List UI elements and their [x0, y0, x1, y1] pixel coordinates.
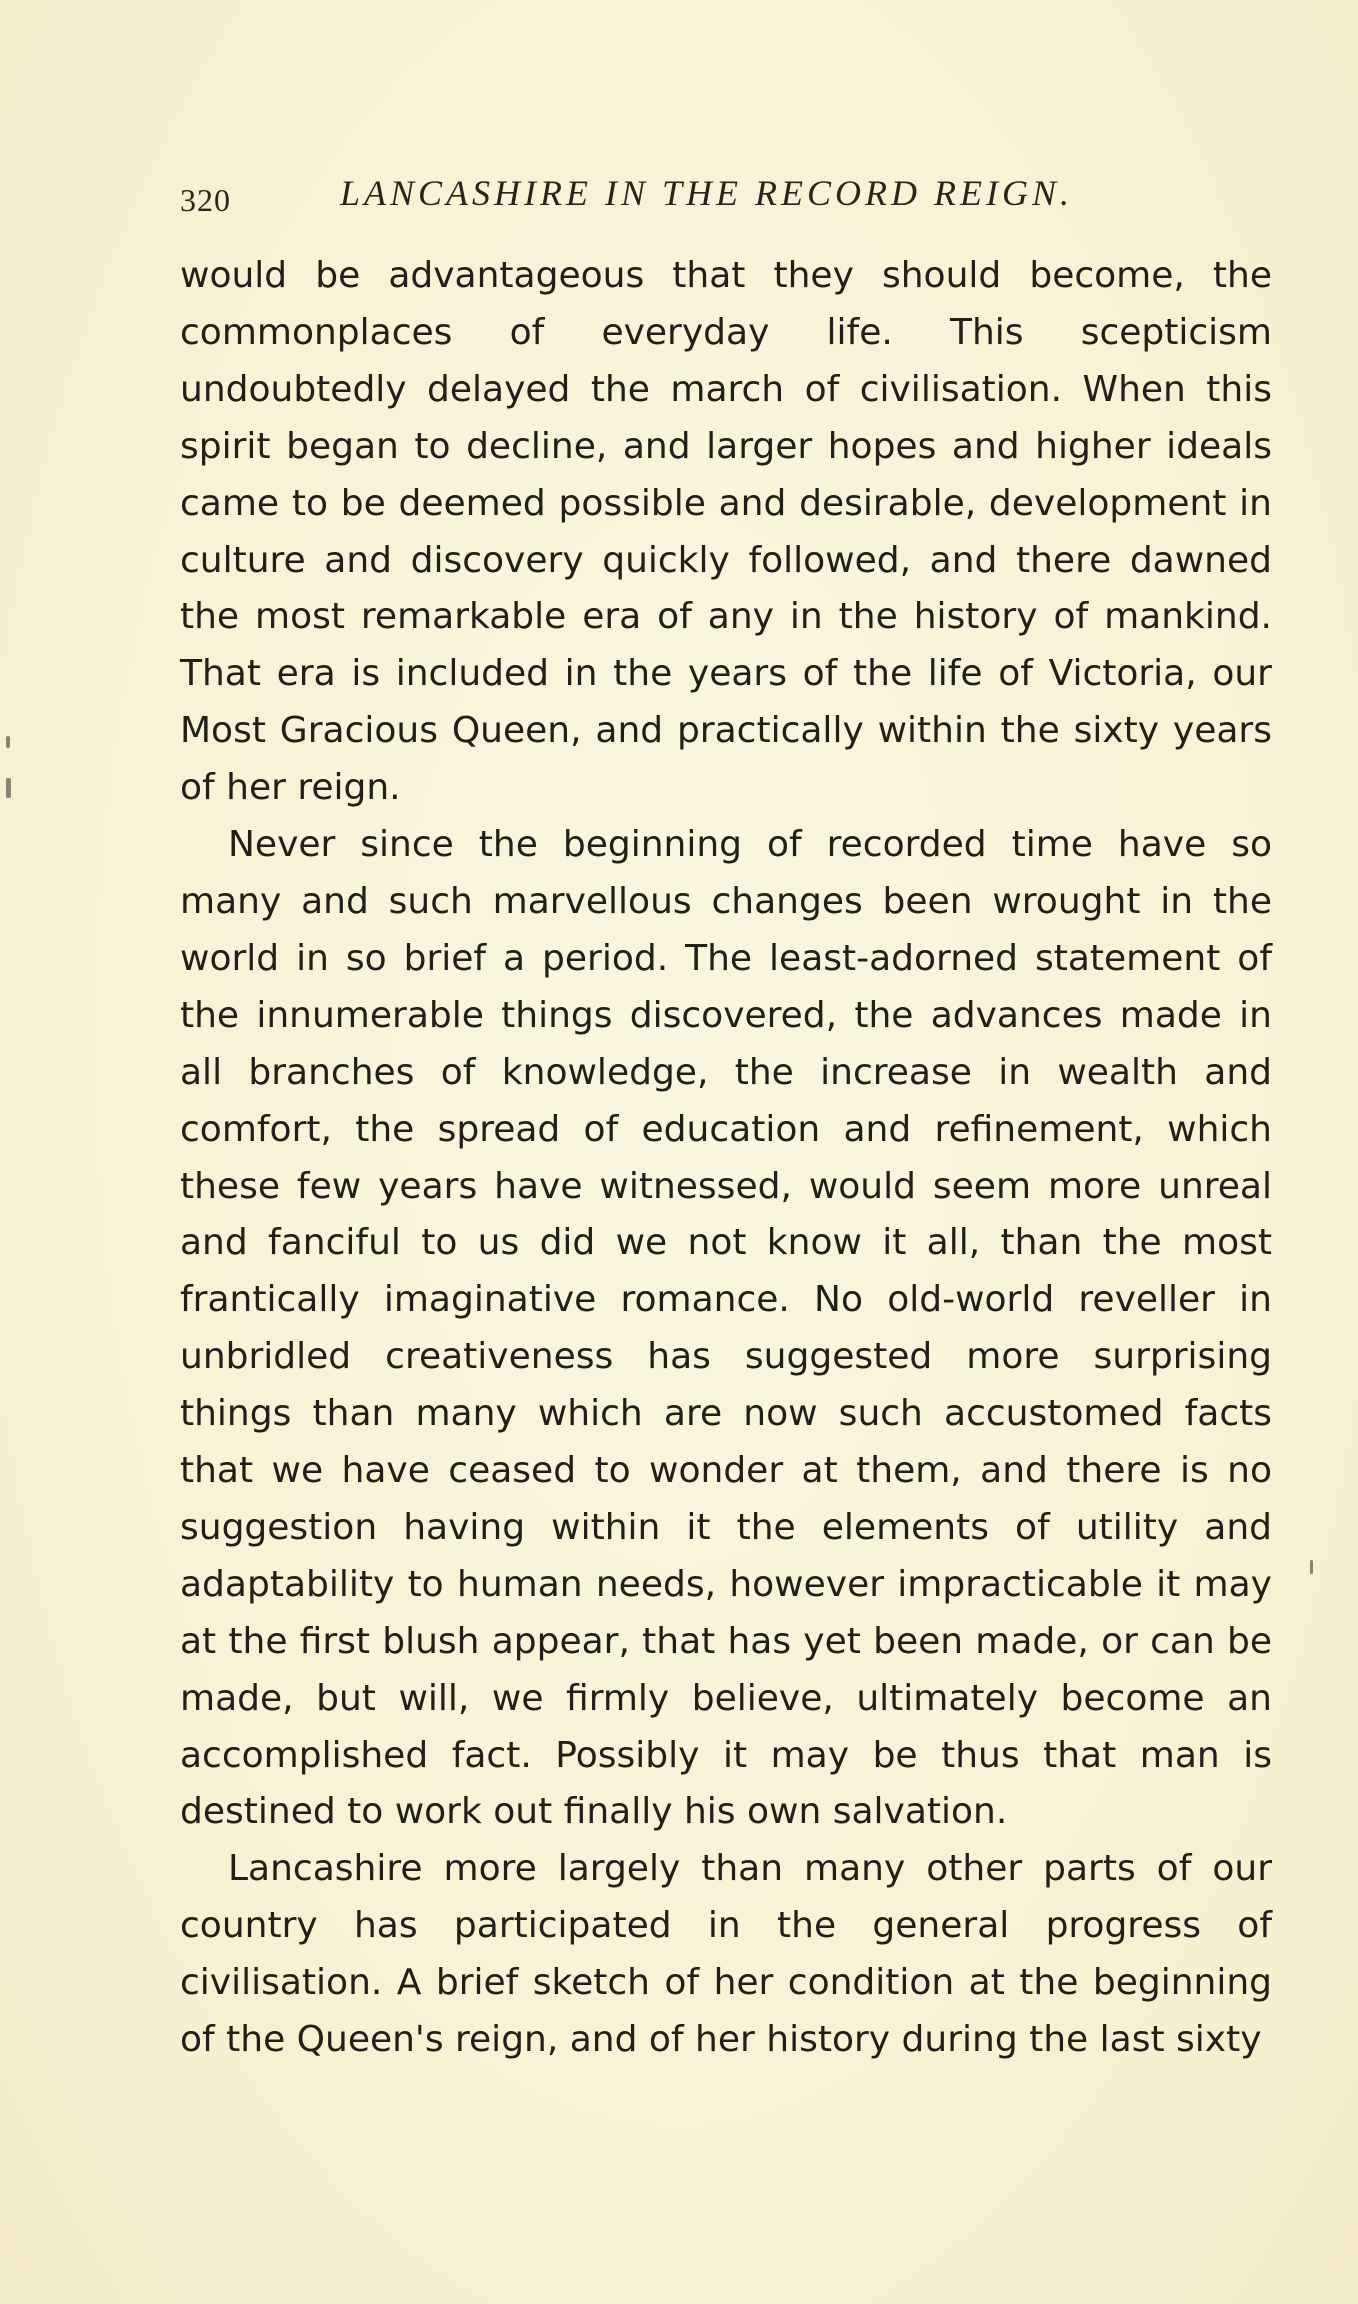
- paragraph: Never since the beginning of recorded time have so many and such marvellous changes been wrought in the world in so brief a period. The least-adorned statement of the innumerable things discovered, the advances made in all branches of knowledge, the increase in wealth and comfort, the spread of education and refinement, which these few years have witnessed, would seem more unreal and fanciful to us did we not know it all, than the most frantically imaginative romance. No old-world reveller in unbridled creativeness has suggested more surprising things than many which are now such accustomed facts that we have ceased to wonder at them, and there is no suggestion having within it the elements of utility and adaptability to human needs, however impracticable it may at the first blush appear, that has yet been made, or can be made, but will, we firmly believe, ultimately become an accomplished fact. Possibly it may be thus that man is destined to work out finally his own salvation.: [180, 824, 1272, 1833]
- margin-speck: [6, 778, 11, 798]
- body-text: [180, 248, 1272, 2069]
- page-header: [180, 172, 1280, 222]
- margin-speck: [1310, 1560, 1313, 1574]
- paragraph-continuation: would be advantageous that they should become, the commonplaces of everyday life. This scepticism undoubtedly delayed the march of civilisation. When this spirit began to decline, and larger hopes and higher ideals came to be deemed possible and desirable, development in culture and discovery quickly followed, and there dawned the most remarkable era of any in the history of mankind. That era is included in the years of the life of Victoria, our Most Gracious Queen, and practically within the sixty years of her reign.: [180, 255, 1272, 809]
- paragraph: Lancashire more largely than many other parts of our country has participated in the general progress of civilisation. A brief sketch of her condition at the beginning of the Queen's reign, and of her history during the last sixty: [180, 1848, 1272, 2061]
- margin-speck: [6, 736, 10, 748]
- running-title: LANCASHIRE IN THE RECORD REIGN.: [340, 173, 1073, 213]
- page-number: 320: [180, 182, 231, 218]
